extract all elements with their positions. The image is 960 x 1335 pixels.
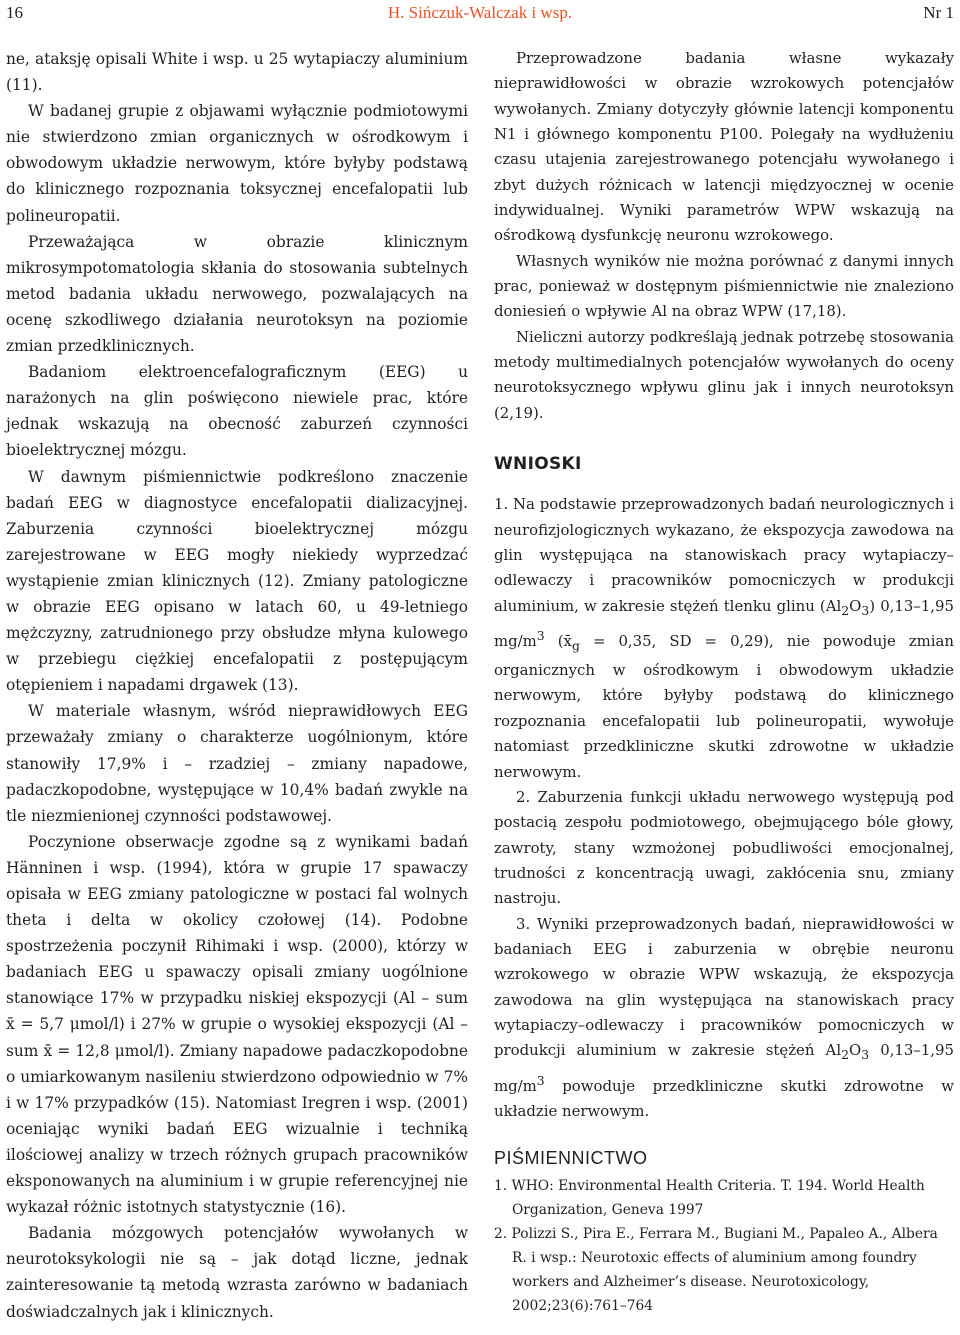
reference-item: 1. WHO: Environmental Health Criteria. T. 194. World Health Organization, Geneva 1997 [494, 1178, 925, 1219]
conclusions-heading: WNIOSKI [494, 454, 582, 475]
paragraph: Przeważająca w obrazie klinicznym mikrosympotomatologia skłania do stosowania subtelnych metod badania układu nerwowego, pozwalających na ocenę szkodliwego działania neurotoksyn na poziomie zmian przedklinicznych. [6, 232, 468, 356]
conclusions-list [494, 492, 954, 1124]
running-head [6, 0, 954, 28]
references-list [494, 1174, 954, 1318]
paragraph: W dawnym piśmiennictwie podkreślono znaczenie badań EEG w diagnostyce encefalopatii dializacyjnej. Zaburzenia czynności bioelektrycznej mózgu zarejestrowane w EEG mogły niekiedy wyprzedzać wystąpienie zmian klinicznych (12). Zmiany patologiczne w obrazie EEG opisano w latach 60, u 49-letniego mężczyzny, zatrudnionego przy obsłudze młyna kulowego w przebiegu ciężkiej encefalopatii z postępującym otępieniem i napadami drgawek (13). [6, 467, 468, 695]
paragraph: Badania mózgowych potencjałów wywołanych w neurotoksykologii nie są – jak dotąd liczne, jednak zainteresowanie tą metodą wzrasta zarówno w badaniach doświadczalnych jak i klinicznych. [6, 1224, 468, 1321]
page-number: 16 [6, 3, 23, 22]
running-head-authors: H. Sińczuk-Walczak i wsp. [387, 3, 573, 22]
paragraph: W badanej grupie z objawami wyłącznie podmiotowymi nie stwierdzono zmian organicznych w ośrodkowym i obwodowym układzie nerwowym, które byłyby podstawą do klinicznego rozpoznania toksycznej encefalopatii lub polineuropatii. [6, 102, 468, 225]
paragraph: W materiale własnym, wśród nieprawidłowych EEG przeważały zmiany o charakterze uogólnionym, które stanowiły 17,9% i – rzadziej – zmiany napadowe, padaczkopodobne, występujące w 10,4% badań zwykle na tle niezmienionej czynności podstawowej. [6, 702, 468, 825]
issue-number: Nr 1 [923, 3, 954, 22]
paragraph: Własnych wyników nie można porównać z danymi innych prac, ponieważ w dostępnym piśmiennictwie nie znaleziono doniesień o wpływie Al na obraz WPW (17,18). [494, 251, 954, 321]
paragraph: ne, ataksję opisali White i wsp. u 25 wytapiaczy aluminium (11). [6, 50, 468, 95]
conclusion-item: 1. Na podstawie przeprowadzonych badań neurologicznych i neurofizjologicznych wykazano, że ekspozycja zawodowa na glin występująca na stanowiskach pracy wytapiaczy–odlewaczy i pracowników pomocniczych w produkcji aluminium, w zakresie stężeń tlenku glinu $(Al_2O_3)$ 0,13–1,95 $mg/m^3$ ($x̄_g = 0,35$, SD = 0,29), nie powoduje zmian organicznych w ośrodkowym i obwodowym układzie nerwowym, które byłyby podstawą do klinicznego rozpoznania encefalopatii lub polineuropatii, wywołuje natomiast przedkliniczne skutki zdrowotne w układzie nerwowym. [494, 495, 954, 781]
conclusion-item: 2. Zaburzenia funkcji układu nerwowego występują pod postacią zespołu podmiotowego, obejmującego bóle głowy, zawroty, stany wzmożonej pobudliwości emocjonalnej, trudności z koncentracją uwagi, zakłócenia snu, zmiany nastroju. [494, 787, 954, 908]
conclusion-item: 3. Wyniki przeprowadzonych badań, nieprawidłowości w badaniach EEG i zaburzenia w obrębie neuronu wzrokowego w obrazie WPW wskazują, że ekspozycja zawodowa na glin występująca na stanowiskach pracy wytapiaczy–odlewaczy i pracowników pomocniczych w produkcji aluminium w zakresie stężeń $Al_2O_3$ 0,13–1,95 $mg/m^3$ powoduje przedkliniczne skutki zdrowotne w układzie nerwowym. [494, 914, 954, 1120]
reference-item: 2. Polizzi S., Pira E., Ferrara M., Bugiani M., Papaleo A., Albera R. i wsp.: Neurotoxic effects of aluminium among foundry workers and Alzheimer’s disease. Neurotoxicology, 2002;23(6):761–764 [494, 1226, 938, 1315]
paragraph: Badaniom elektroencefalograficznym (EEG) u narażonych na glin poświęcono niewiele prac, które jednak wskazują na obecność zaburzeń czynności bioelektrycznej mózgu. [6, 363, 468, 460]
paragraph: Przeprowadzone badania własne wykazały nieprawidłowości w obrazie wzrokowych potencjałów wywołanych. Zmiany dotyczyły głównie latencji komponentu N1 i głównego komponentu P100. Polegały na wydłużeniu czasu utajenia zarejestrowanego potencjału wywołanego i zbyt dużych różnicach w latencji międzyocznej w ocenie indywidualnej. Wyniki parametrów WPW wskazują na ośrodkową dysfunkcję neuronu wzrokowego. [494, 49, 954, 245]
paragraph: Nieliczni autorzy podkreślają jednak potrzebę stosowania metody multimedialnych potencjałów wywołanych do oceny neurotoksycznego wpływu glinu jak i innych neurotoksyn (2,19). [494, 327, 954, 422]
right-column [494, 46, 954, 1318]
references-heading: PIŚMIENNICTWO [494, 1148, 648, 1169]
paragraph: Poczynione obserwacje zgodne są z wynikami badań Hänninen i wsp. (1994), która w grupie 17 spawaczy opisała w EEG zmiany patologiczne w postaci fal wolnych theta i delta w okolicy czołowej (14). Podobne spostrzeżenia poczynił Rihimaki i wsp. (2000), którzy w badaniach EEG u spawaczy opisali zmiany uogólnione stanowiące 17% w przypadku niskiej ekspozycji (Al – sum x̄ = 5,7 μmol/l) i 27% w grupie o wysokiej ekspozycji (Al – sum x̄ = 12,8 μmol/l). Zmiany napadowe padaczkopodobne o umiarkowanym nasileniu stwierdzono odpowiednio w 7% i w 17% przypadków (15). Natomiast Iregren i wsp. (2001) oceniając wyniki badań EEG wizualnie i techniką ilościowej analizy w trzech różnych grupach pracowników eksponowanych na aluminium i w grupie referencyjnej nie wykazał różnic istotnych statystycznie (16). [6, 832, 468, 1217]
left-column [6, 46, 468, 1325]
